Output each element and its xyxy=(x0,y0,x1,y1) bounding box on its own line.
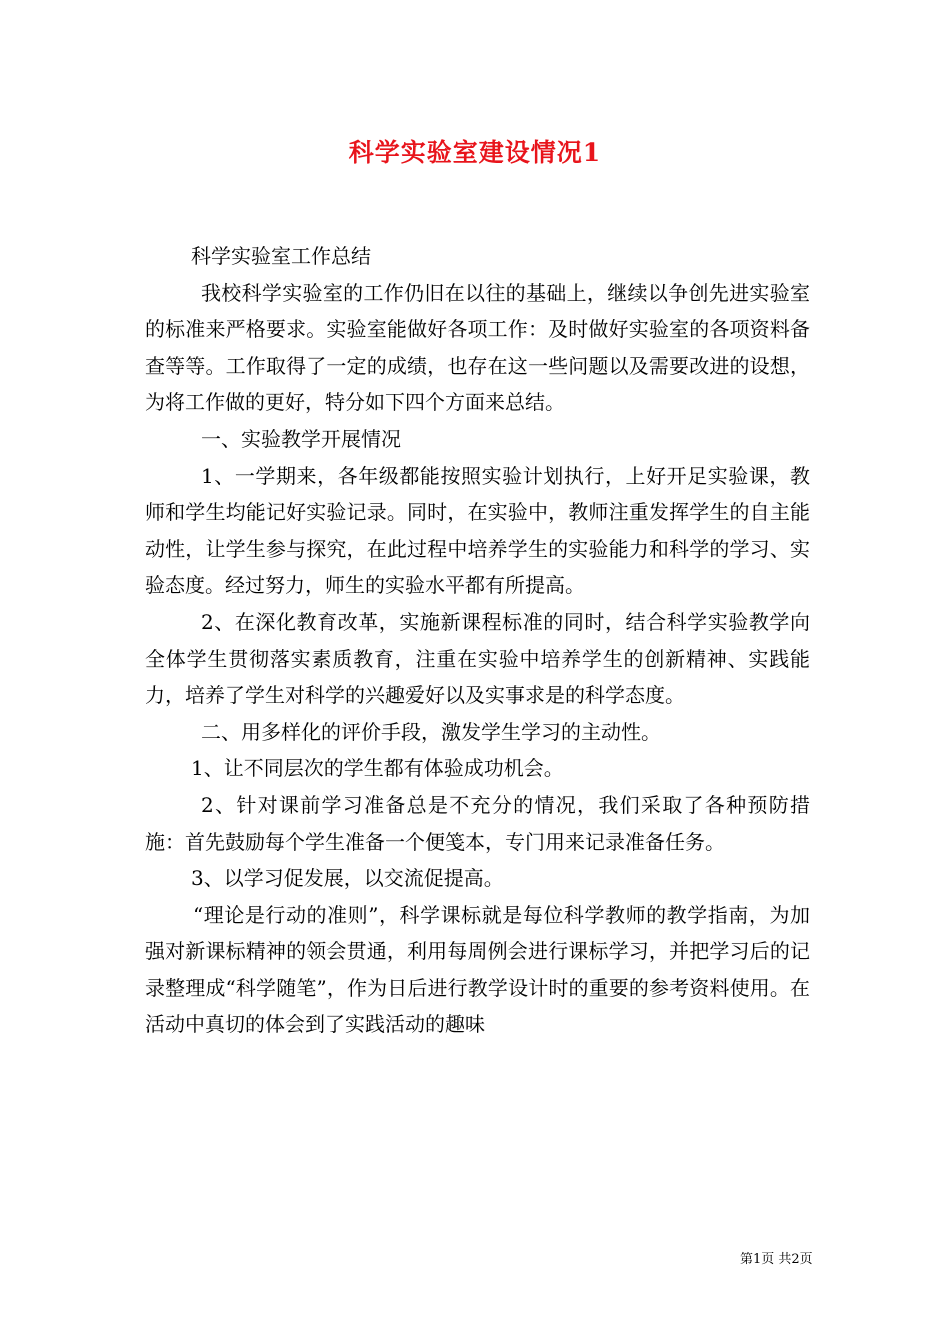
quote-paragraph: “理论是行动的准则”，科学课标就是每位科学教师的教学指南，为加强对新课标精神的领会贯通，利用每周例会进行课标学习，并把学习后的记录整理成“科学随笔”，作为日后进行教学设计时的重要的参考资料使用。在活动中真切的体会到了实践活动的趣味 xyxy=(145,902,810,1037)
item-paragraph-2-2: 2、针对课前学习准备总是不充分的情况，我们采取了各种预防措施：首先鼓励每个学生准备一个便笺本，专门用来记录准备任务。 xyxy=(145,792,810,854)
item-paragraph-1-1: 1、一学期来，各年级都能按照实验计划执行，上好开足实验课，教师和学生均能记好实验记录。同时，在实验中，教师注重发挥学生的自主能动性，让学生参与探究，在此过程中培养学生的实验能力和科学的学习、实验态度。经过努力，师生的实验水平都有所提高。 xyxy=(145,463,810,598)
section-heading-summary: 科学实验室工作总结 xyxy=(191,244,371,268)
item-paragraph-1-2: 2、在深化教育改革，实施新课程标准的同时，结合科学实验教学向全体学生贯彻落实素质教育，注重在实验中培养学生的创新精神、实践能力，培养了学生对科学的兴趣爱好以及实事求是的科学态度。 xyxy=(145,609,810,708)
section-heading-1: 一、实验教学开展情况 xyxy=(201,426,401,451)
item-paragraph-2-1: 1、让不同层次的学生都有体验成功机会。 xyxy=(191,756,564,781)
intro-paragraph: 我校科学实验室的工作仍旧在以往的基础上，继续以争创先进实验室的标准来严格要求。实验室能做好各项工作：及时做好实验室的各项资料备查等等。工作取得了一定的成绩，也存在这一些问题以及需要改进的设想，为将工作做的更好，特分如下四个方面来总结。 xyxy=(145,280,810,415)
item-paragraph-2-3: 3、以学习促发展，以交流促提高。 xyxy=(191,866,504,891)
page-number: 第1页 共2页 xyxy=(740,1252,813,1267)
document-title: 科学实验室建设情况1 xyxy=(348,138,602,167)
document-body xyxy=(145,238,810,1043)
section-heading-2: 二、用多样化的评价手段，激发学生学习的主动性。 xyxy=(201,719,661,744)
